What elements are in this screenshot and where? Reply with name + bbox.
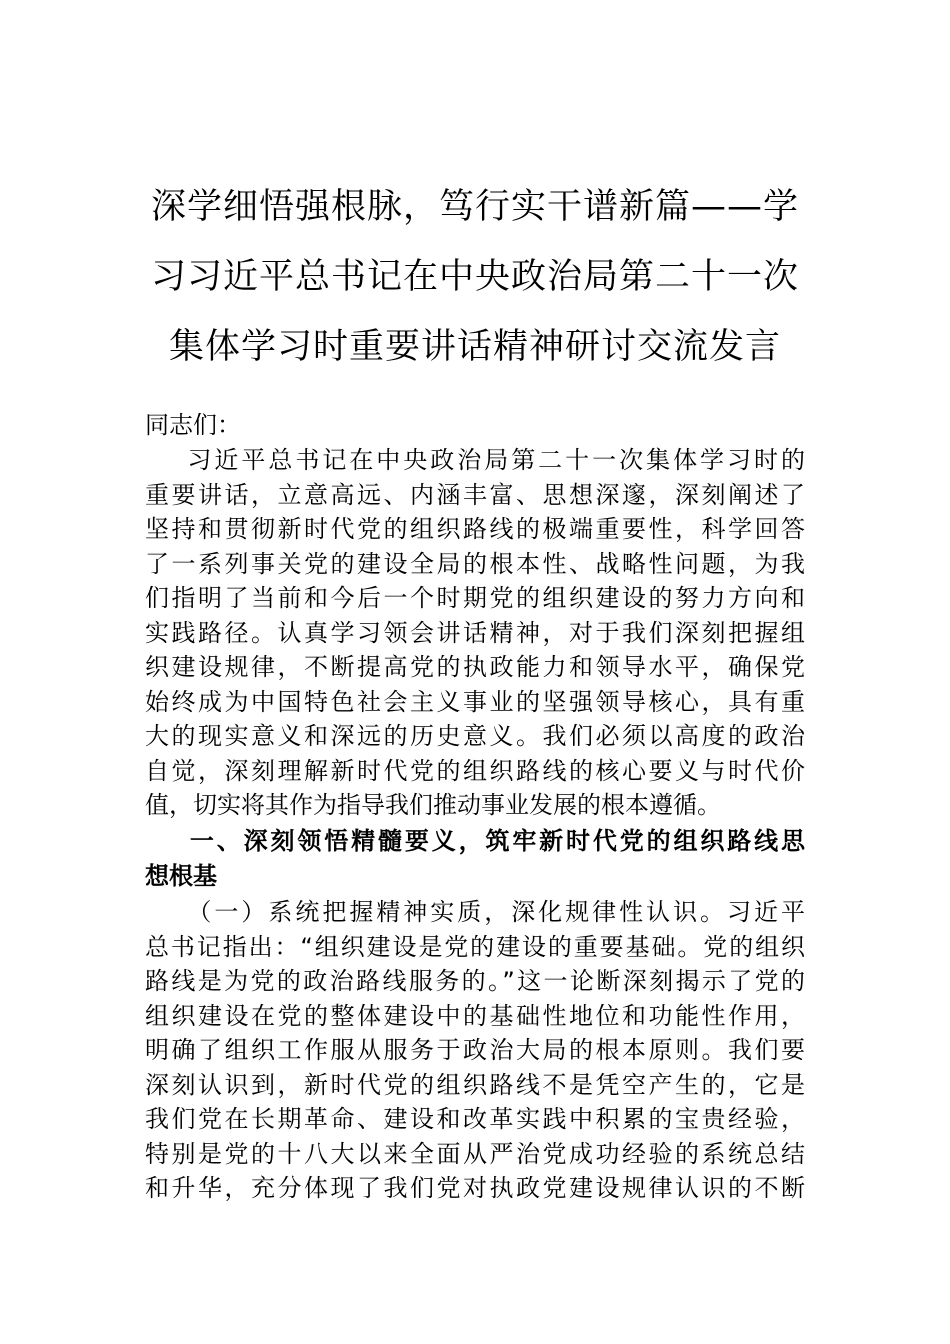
heading-line: 一、深刻领悟精髓要义，筑牢新时代党的组织路线思: [145, 827, 805, 855]
paragraph-line: 始终成为中国特色社会主义事业的坚强领导核心，具有重: [145, 687, 805, 716]
paragraph-line: 坚持和贯彻新时代党的组织路线的极端重要性，科学回答: [145, 515, 805, 543]
title-line: 习习近平总书记在中央政治局第二十一次: [150, 257, 799, 297]
paragraph-line: 总书记指出：“组织建设是党的建设的重要基础。党的组织: [145, 932, 805, 961]
title-line: 深学细悟强根脉，笃行实干谱新篇——学: [150, 187, 799, 227]
paragraph-line: 们指明了当前和今后一个时期党的组织建设的努力方向和: [145, 584, 805, 612]
paragraph-line: 路线是为党的政治路线服务的。”这一论断深刻揭示了党的: [145, 967, 805, 995]
paragraph-line: 和升华，充分体现了我们党对执政党建设规律认识的不断: [145, 1174, 805, 1202]
paragraph-line: 习近平总书记在中央政治局第二十一次集体学习时的: [145, 446, 805, 474]
paragraph-line: 深刻认识到，新时代党的组织路线不是凭空产生的，它是: [145, 1070, 805, 1099]
paragraph-line: 特别是党的十八大以来全面从严治党成功经验的系统总结: [145, 1139, 805, 1168]
paragraph-intro: [145, 443, 805, 823]
paragraph-line: 织建设规律，不断提高党的执政能力和领导水平，确保党: [145, 653, 805, 681]
title-line: 集体学习时重要讲话精神研讨交流发言: [168, 327, 781, 367]
paragraph-line: 实践路径。认真学习领会讲话精神，对于我们深刻把握组: [145, 618, 805, 647]
paragraph-subsection-1: [145, 895, 805, 1206]
paragraph-line: 我们党在长期革命、建设和改革实践中积累的宝贵经验，: [145, 1105, 805, 1133]
document-title: [145, 172, 805, 382]
section-heading-1: [145, 824, 805, 893]
paragraph-line: 值，切实将其作为指导我们推动事业发展的根本遵循。: [145, 791, 721, 819]
greeting-text: 同志们：: [145, 411, 241, 439]
paragraph-line: 组织建设在党的整体建设中的基础性地位和功能性作用，: [145, 1001, 805, 1030]
paragraph-line: 重要讲话，立意高远、内涵丰富、思想深邃，深刻阐述了: [145, 480, 805, 509]
paragraph-line: （一）系统把握精神实质，深化规律性认识。习近平: [145, 898, 805, 926]
paragraph-line: 了一系列事关党的建设全局的根本性、战略性问题，为我: [145, 549, 805, 578]
paragraph-line: 明确了组织工作服从服务于政治大局的根本原则。我们要: [145, 1036, 805, 1064]
paragraph-line: 自觉，深刻理解新时代党的组织路线的核心要义与时代价: [145, 756, 805, 785]
heading-line: 想根基: [145, 861, 217, 890]
paragraph-line: 大的现实意义和深远的历史意义。我们必须以高度的政治: [145, 722, 805, 750]
greeting: [145, 408, 805, 443]
